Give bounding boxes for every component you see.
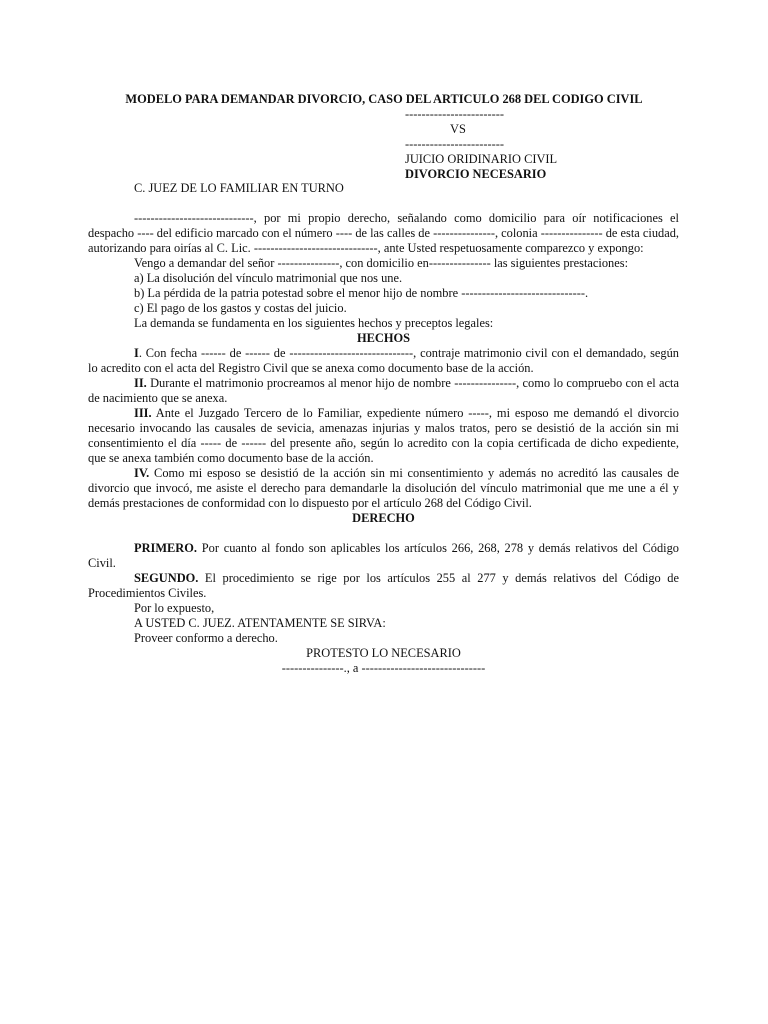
hecho-4-text: Como mi esposo se desistió de la acción sin mi consentimiento y además no acreditó las causales de divorcio que invocó, me asiste el derecho para demandarle la disolución del vínculo matrimonial que me une a él y demás prestaciones de conformidad con lo dispuesto por el artículo 268 del Código Civil. — [88, 466, 679, 510]
hecho-2-text: Durante el matrimonio procreamos al menor hijo de nombre ---------------, como lo compruebo con el acta de nacimiento que se anexa. — [88, 376, 679, 405]
closing-line-3: Proveer conformo a derecho. — [134, 631, 278, 645]
trial-type: JUICIO ORIDINARIO CIVIL — [405, 152, 558, 166]
hecho-3-number: III. — [134, 406, 152, 420]
plaintiff-blank: ------------------------ — [405, 107, 505, 121]
hecho-4-number: IV. — [134, 466, 150, 480]
hechos-heading: HECHOS — [356, 331, 411, 345]
addressee: C. JUEZ DE LO FAMILIAR EN TURNO — [134, 181, 344, 195]
versus-label: VS — [450, 122, 466, 136]
closing-line-1: Por lo expuesto, — [134, 601, 215, 615]
hecho-1 — [88, 346, 679, 376]
derecho-segundo — [88, 571, 679, 601]
demand-paragraph: Vengo a demandar del señor ---------------, con domicilio en--------------- las siguientes prestaciones: — [134, 256, 629, 270]
protesto-line: PROTESTO LO NECESARIO — [306, 646, 461, 660]
derecho-primero-label: PRIMERO. — [134, 541, 197, 555]
derecho-primero — [88, 541, 679, 571]
hecho-3 — [88, 406, 679, 466]
derecho-primero-text: Por cuanto al fondo son aplicables los artículos 266, 268, 278 y demás relativos del Código Civil. — [88, 541, 679, 570]
derecho-segundo-text: El procedimiento se rige por los artículos 255 al 277 y demás relativos del Código de Procedimientos Civiles. — [88, 571, 679, 600]
prestacion-c: c) El pago de los gastos y costas del juicio. — [134, 301, 347, 315]
document-title: MODELO PARA DEMANDAR DIVORCIO, CASO DEL ARTICULO 268 DEL CODIGO CIVIL — [125, 92, 643, 106]
divorce-type: DIVORCIO NECESARIO — [405, 167, 547, 181]
derecho-segundo-label: SEGUNDO. — [134, 571, 199, 585]
place-date-line: ---------------., a ------------------------------ — [281, 661, 486, 675]
defendant-blank: ------------------------ — [405, 137, 505, 151]
document-body — [88, 211, 679, 676]
case-header — [405, 107, 605, 182]
hecho-1-number: I — [134, 346, 139, 360]
derecho-heading: DERECHO — [352, 511, 415, 525]
hecho-1-text: . Con fecha ------ de ------ de ------------------------------, contraje matrimonio civil con el demandado, según lo acredito con el acta del Registro Civil que se anexa como documento base de la acción. — [88, 346, 679, 375]
hecho-2-number: II. — [134, 376, 147, 390]
fundamento-paragraph: La demanda se fundamenta en los siguientes hechos y preceptos legales: — [134, 316, 494, 330]
prestacion-a: a) La disolución del vínculo matrimonial que nos une. — [134, 271, 403, 285]
hecho-2 — [88, 376, 679, 406]
hecho-4 — [88, 466, 679, 511]
prestacion-b: b) La pérdida de la patria potestad sobre el menor hijo de nombre ------------------------------. — [134, 286, 589, 300]
intro-paragraph: -----------------------------, por mi propio derecho, señalando como domicilio para oír notificaciones el despacho ---- del edificio marcado con el número ---- de las calles de ---------------, colonia --------------- de esta ciudad, autorizando para oirías al C. Lic. ------------------------------, ante Usted respetuosamente comparezco y expongo: — [88, 211, 679, 255]
hecho-3-text: Ante el Juzgado Tercero de lo Familiar, expediente número -----, mi esposo me demandó el divorcio necesario invocando las causales de sevicia, amenazas injurias y malos tratos, pero se desistió de la acción sin mi consentimiento el día ----- de ------ del presente año, según lo acredito con la copia certificada de dicho expediente, que se anexa también como documento base de la acción. — [88, 406, 679, 465]
closing-line-2: A USTED C. JUEZ. ATENTAMENTE SE SIRVA: — [134, 616, 386, 630]
